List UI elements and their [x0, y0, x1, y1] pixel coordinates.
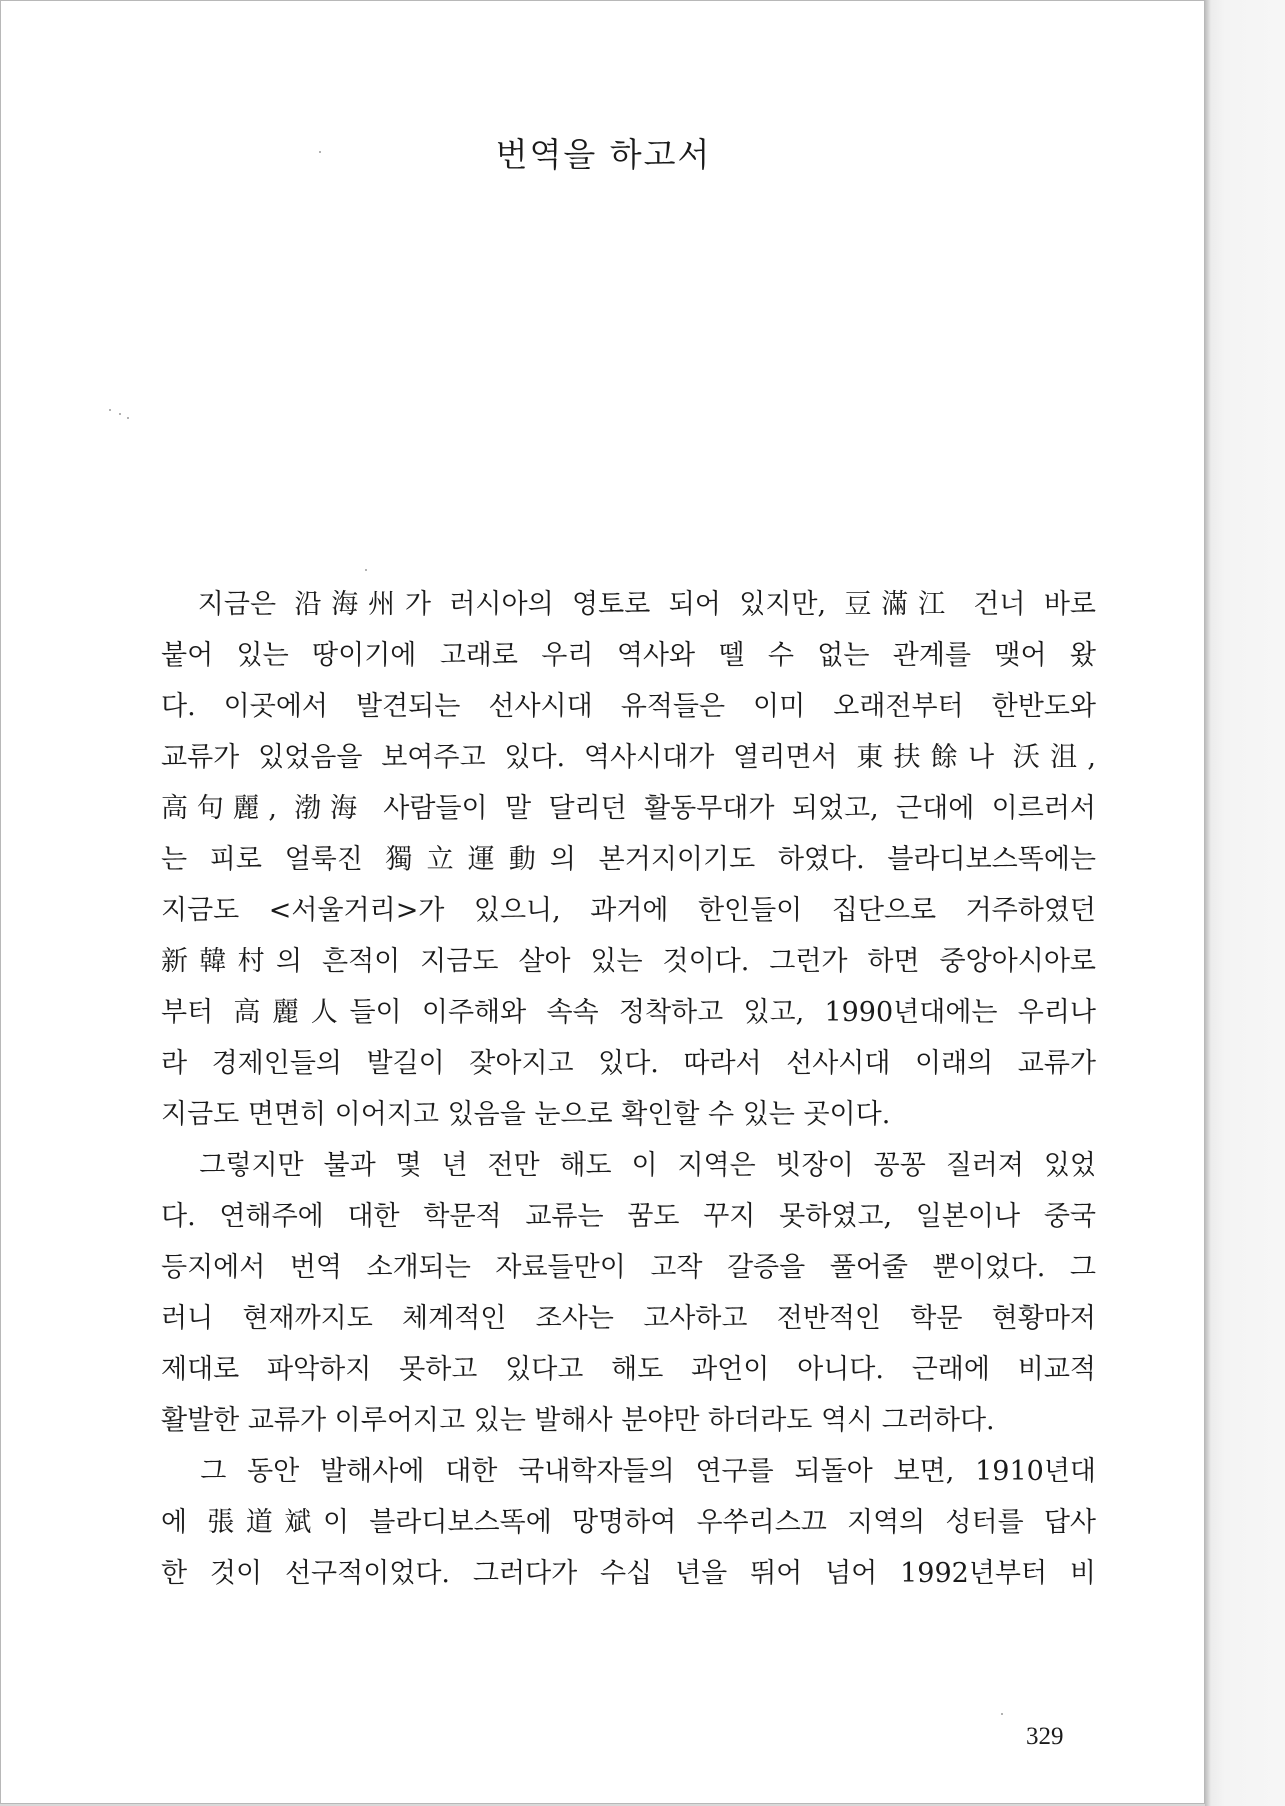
scan-speck [127, 417, 129, 419]
text-line: 그렇지만 불과 몇 년 전만 해도 이 지역은 빗장이 꽁꽁 질러져 있었 [161, 1150, 1096, 1181]
text-line: 붙어 있는 땅이기에 고래로 우리 역사와 뗄 수 없는 관계를 맺어 왔 [161, 640, 1096, 671]
text-line: 다. 이곳에서 발견되는 선사시대 유적들은 이미 오래전부터 한반도와 [161, 691, 1096, 722]
text-line: 등지에서 번역 소개되는 자료들만이 고작 갈증을 풀어줄 뿐이었다. 그 [161, 1252, 1096, 1283]
scan-speck [319, 151, 321, 153]
text-line: 제대로 파악하지 못하고 있다고 해도 과언이 아니다. 근래에 비교적 [161, 1354, 1096, 1385]
text-line: 라 경제인들의 발길이 잦아지고 있다. 따라서 선사시대 이래의 교류가 [161, 1048, 1096, 1079]
text-line: 교류가 있었음을 보여주고 있다. 역사시대가 열리면서 東扶餘나 沃沮, [161, 742, 1096, 773]
scan-speck [365, 569, 367, 571]
text-line: 부터 高麗人들이 이주해와 속속 정착하고 있고, 1990년대에는 우리나 [161, 997, 1096, 1028]
scan-speck [109, 409, 111, 411]
text-line: 러니 현재까지도 체계적인 조사는 고사하고 전반적인 학문 현황마저 [161, 1303, 1096, 1334]
text-line: 高句麗, 渤海 사람들이 말 달리던 활동무대가 되었고, 근대에 이르러서 [161, 793, 1096, 824]
text-line-paragraph-end: 지금도 면면히 이어지고 있음을 눈으로 확인할 수 있는 곳이다. [161, 1099, 891, 1130]
text-line: 에 張道斌이 블라디보스똑에 망명하여 우쑤리스끄 지역의 성터를 답사 [161, 1507, 1096, 1538]
text-line: 지금은 沿海州가 러시아의 영토로 되어 있지만, 豆滿江 건너 바로 [161, 589, 1096, 620]
text-line: 한 것이 선구적이었다. 그러다가 수십 년을 뛰어 넘어 1992년부터 비 [161, 1558, 1096, 1589]
text-line: 다. 연해주에 대한 학문적 교류는 꿈도 꾸지 못하였고, 일본이나 중국 [161, 1201, 1096, 1232]
page-edge-shadow [1205, 0, 1285, 1806]
text-line: 新韓村의 흔적이 지금도 살아 있는 것이다. 그런가 하면 중앙아시아로 [161, 946, 1096, 977]
page-number: 329 [1026, 1723, 1064, 1750]
page-title: 번역을 하고서 [495, 135, 712, 174]
text-line-paragraph-end: 활발한 교류가 이루어지고 있는 발해사 분야만 하더라도 역시 그러하다. [161, 1405, 995, 1436]
scan-speck [1001, 1713, 1003, 1715]
body-text [161, 579, 1096, 1599]
text-line: 그 동안 발해사에 대한 국내학자들의 연구를 되돌아 보면, 1910년대 [161, 1456, 1096, 1487]
text-line: 지금도 <서울거리>가 있으니, 과거에 한인들이 집단으로 거주하였던 [161, 895, 1096, 926]
scan-speck [119, 413, 121, 415]
text-line: 는 피로 얼룩진 獨立運動의 본거지이기도 하였다. 블라디보스똑에는 [161, 844, 1096, 875]
